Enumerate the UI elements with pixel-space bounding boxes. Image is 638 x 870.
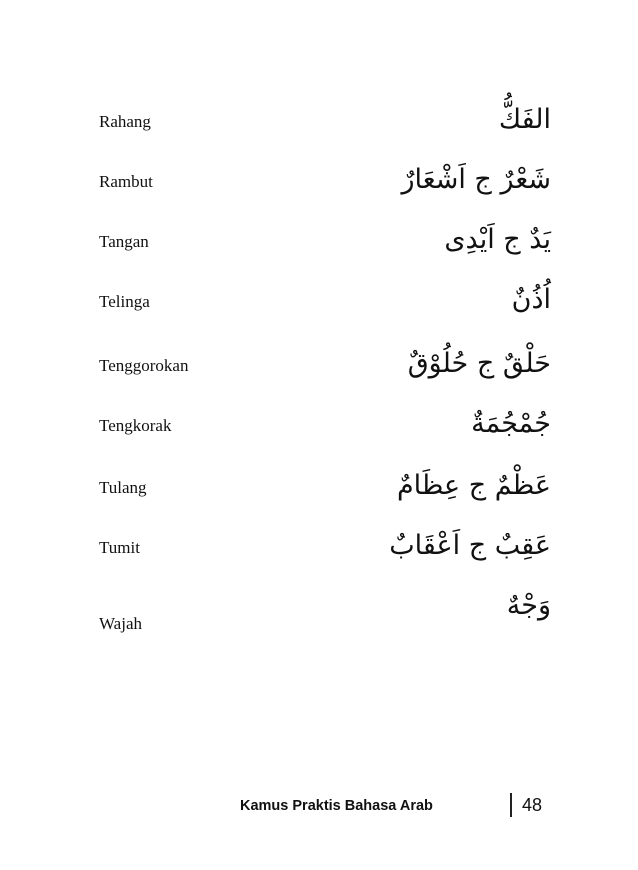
entry-tumit xyxy=(0,530,638,586)
entry-tulang xyxy=(0,470,638,526)
arabic-word: حَلْقٌ ج حُلُوْقٌ xyxy=(407,348,551,379)
indonesian-word: Tulang xyxy=(99,478,147,497)
entry-tengkorak xyxy=(0,408,638,464)
entry-wajah xyxy=(0,590,638,662)
footer-divider xyxy=(510,793,512,817)
entry-telinga xyxy=(0,284,638,340)
indonesian-word: Tengkorak xyxy=(99,416,172,435)
arabic-word: اُذُنٌ xyxy=(511,284,551,315)
book-title: Kamus Praktis Bahasa Arab xyxy=(240,798,433,814)
page-number: 48 xyxy=(522,795,543,815)
entry-rambut xyxy=(0,164,638,220)
arabic-word: وَجْهٌ xyxy=(506,590,551,621)
arabic-word: الفَكُّ xyxy=(498,104,551,135)
indonesian-word: Telinga xyxy=(99,292,150,311)
indonesian-word: Wajah xyxy=(99,614,142,633)
arabic-word: عَقِبٌ ج اَعْقَابٌ xyxy=(389,530,551,561)
arabic-word: عَظْمٌ ج عِظَامٌ xyxy=(396,470,551,501)
entry-tenggorokan xyxy=(0,348,638,404)
indonesian-word: Rambut xyxy=(99,172,153,191)
indonesian-word: Tangan xyxy=(99,232,149,251)
arabic-word: يَدٌ ج اَيْدِى xyxy=(444,224,551,255)
arabic-word: جُمْجُمَةٌ xyxy=(471,408,551,439)
page-footer xyxy=(0,793,638,823)
entry-rahang xyxy=(0,104,638,160)
indonesian-word: Rahang xyxy=(99,112,151,131)
arabic-word: شَعْرٌ ج اَشْعَارٌ xyxy=(401,164,551,195)
indonesian-word: Tenggorokan xyxy=(99,356,189,375)
entry-tangan xyxy=(0,224,638,280)
indonesian-word: Tumit xyxy=(99,538,140,557)
